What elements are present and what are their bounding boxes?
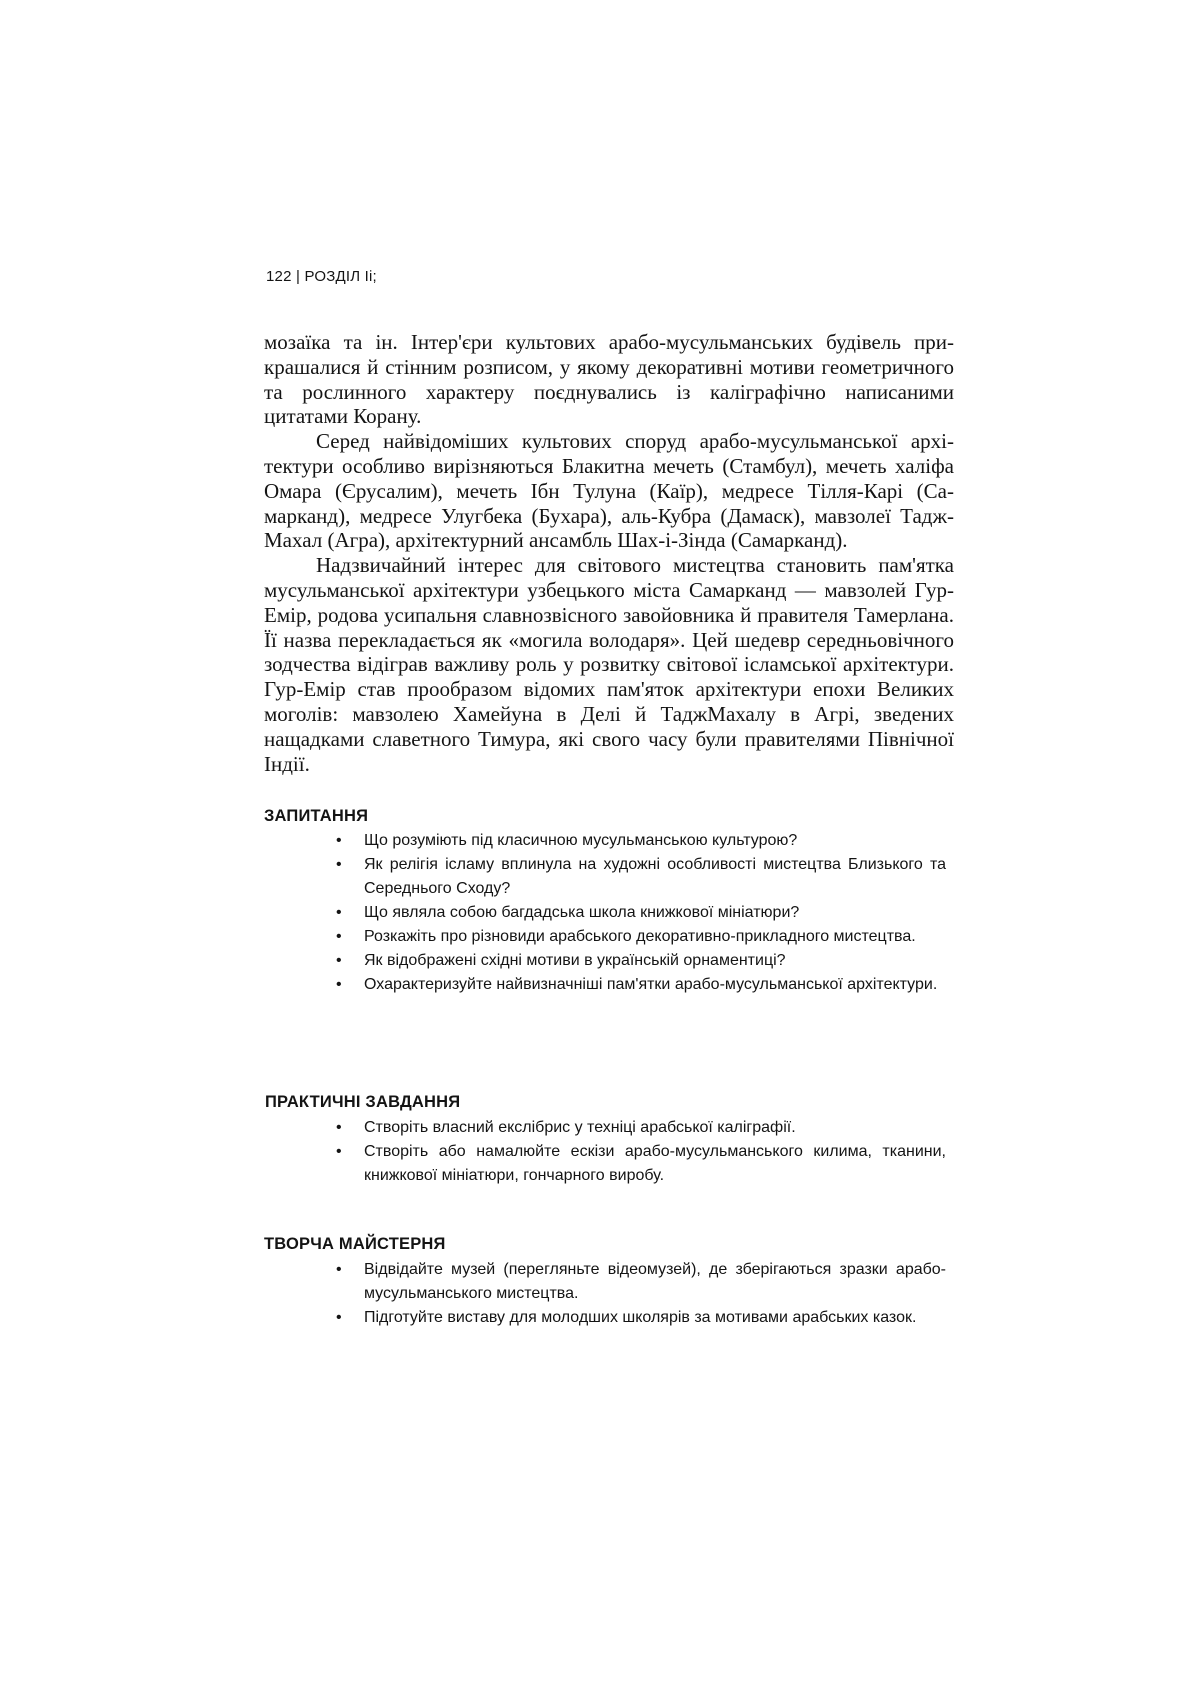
list-item: • Як відображені східні мотиви в українській орнаментиці? bbox=[336, 949, 946, 973]
bullet-icon: • bbox=[336, 1119, 342, 1136]
bullet-icon: • bbox=[336, 1143, 342, 1160]
paragraph: мозаїка та ін. Інтер'єри культових арабо-мусульманських будівель прикрашалися й стінним розписом, у якому декоративні мотиви геометричного та рослинного характеру поєднувались із каліграфічно написаними цитатами Корану. bbox=[264, 330, 954, 429]
questions-list bbox=[336, 829, 946, 997]
creative-list bbox=[336, 1258, 946, 1330]
list-item: • Відвідайте музей (перегляньте відеомузей), де зберігаються зразки арабо-мусульманського мистецтва. bbox=[336, 1258, 946, 1305]
page-header bbox=[266, 268, 377, 285]
list-item: • Створіть або намалюйте ескізи арабо-мусульманського килима, тканини, книжкової мініатюри, гончарного виробу. bbox=[336, 1140, 946, 1187]
list-item: • Розкажіть про різновиди арабського декоративно-прикладного мистецтва. bbox=[336, 925, 946, 949]
bullet-icon: • bbox=[336, 856, 342, 873]
bullet-icon: • bbox=[336, 975, 342, 993]
list-item: • Як релігія ісламу вплинула на художні особливості мистецтва Близького та Середнього Сходу? bbox=[336, 853, 946, 900]
bullet-icon: • bbox=[336, 951, 342, 969]
body-text bbox=[264, 330, 954, 776]
bullet-icon: • bbox=[336, 903, 342, 921]
bullet-icon: • bbox=[336, 1308, 342, 1326]
section-name: РОЗДІЛ Іі; bbox=[304, 268, 377, 285]
paragraph: Надзвичайний інтерес для світового мистецтва становить пам'ятка мусульманської архітектури узбецького міста Самарканд — мавзолей Гур-Емір, родова усипальня славнозвісного завойовника й правителя Тамерлана. Її назва перекладається як «могила володаря». Цей шедевр середньовічного зодчества відіграв важливу роль у розвитку світової ісламської архітектури. Гур-Емір став прообразом відомих пам'яток архітектури епохи Великих моголів: мавзолею Хамейуна в Делі й ТаджМахалу в Агрі, зведених нащадками славетного Тимура, які свого часу були правителями Північної Індії. bbox=[264, 553, 954, 776]
bullet-icon: • bbox=[336, 927, 342, 945]
page-number: 122 bbox=[266, 268, 292, 285]
list-item: • Що являла собою багдадська школа книжкової мініатюри? bbox=[336, 901, 946, 925]
header-separator: | bbox=[296, 268, 301, 285]
list-item: • Охарактеризуйте найвизначніші пам'ятки арабо-мусульманської архітектури. bbox=[336, 973, 946, 997]
practical-list bbox=[336, 1116, 946, 1188]
section-title-practical: ПРАКТИЧНІ ЗАВДАННЯ bbox=[265, 1093, 461, 1111]
bullet-icon: • bbox=[336, 832, 342, 849]
section-title-questions: ЗАПИТАННЯ bbox=[264, 807, 369, 825]
list-item: • Підготуйте виставу для молодших школярів за мотивами арабських казок. bbox=[336, 1306, 946, 1330]
section-title-creative: ТВОРЧА МАЙСТЕРНЯ bbox=[264, 1235, 446, 1253]
list-item: • Що розуміють під класичною мусульманською культурою? bbox=[336, 829, 946, 853]
paragraph: Серед найвідоміших культових споруд арабо-мусульманської архітектури особливо вирізняються Блакитна мечеть (Стамбул), мечеть халіфа Омара (Єрусалим), мечеть Ібн Тулуна (Каїр), медресе Тілля-Карі (Самарканд), медресе Улугбека (Бухара), аль-Кубра (Дамаск), мавзолеї Тадж-Махал (Агра), архітектурний ансамбль Шах-і-Зінда (Самарканд). bbox=[264, 429, 954, 553]
list-item: • Створіть власний екслібрис у техніці арабської каліграфії. bbox=[336, 1116, 946, 1140]
bullet-icon: • bbox=[336, 1261, 342, 1278]
